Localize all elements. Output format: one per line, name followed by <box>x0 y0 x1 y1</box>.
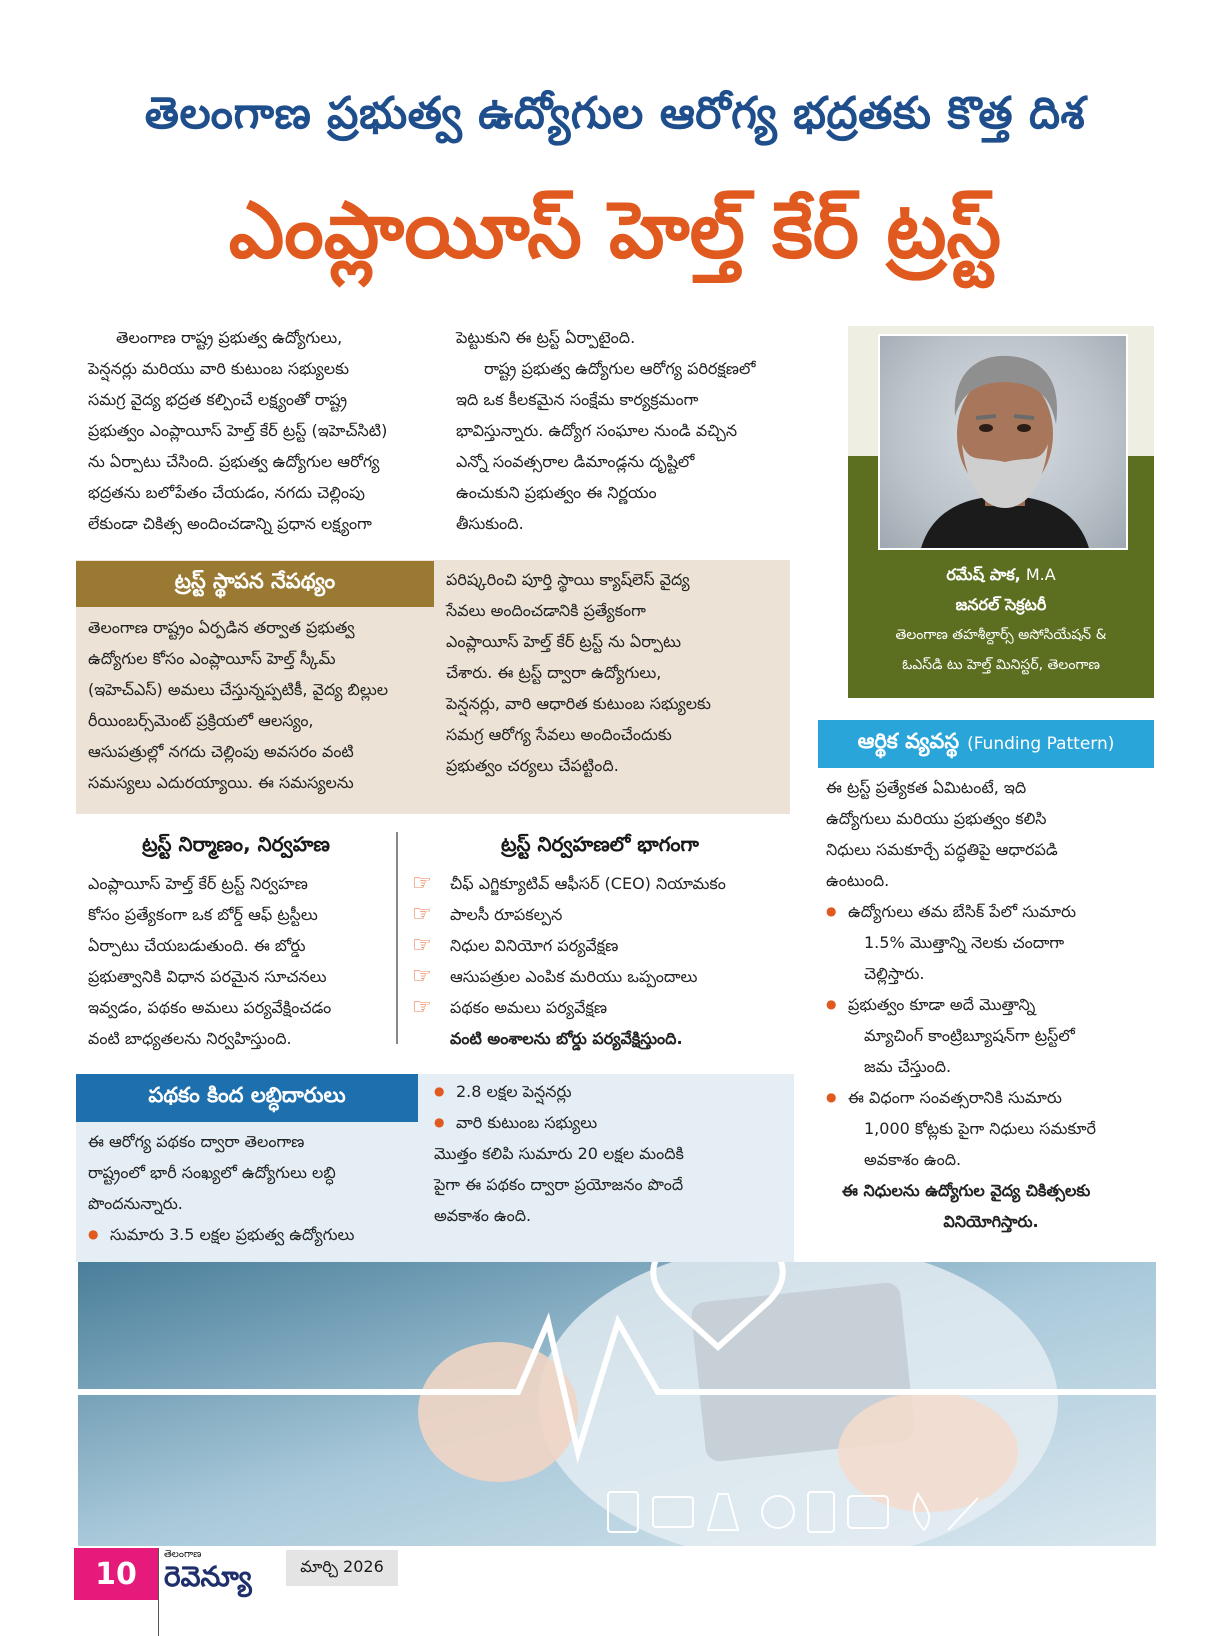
background-line: సమస్యలు ఎదురయ్యాయి. ఈ సమస్యలను <box>88 773 354 792</box>
intro-column-1 <box>88 322 426 539</box>
medical-illustration-art <box>78 1262 1156 1546</box>
intro-line: ఉంచుకుని ప్రభుత్వం ఈ నిర్ణయం <box>456 483 657 502</box>
background-line: ఎంప్లాయీస్ హెల్త్ కేర్ ట్రస్ట్ ను ఏర్పాటు <box>446 632 681 651</box>
funding-bullet-line: ● ఈ విధంగా సంవత్సరానికి సుమారు <box>848 1088 1062 1107</box>
pointing-hand-icon: ☞ <box>412 902 432 927</box>
portrait-illustration <box>880 336 1128 550</box>
funding-bullet <box>826 1082 1156 1175</box>
functions-item-text: పథకం అమలు పర్యవేక్షణ <box>450 998 608 1017</box>
funding-bullet-line: జమ చేస్తుంది. <box>864 1057 952 1076</box>
functions-heading: ట్రస్ట్ నిర్వహణలో భాగంగా <box>501 832 699 856</box>
functions-item <box>412 930 796 961</box>
funding-body <box>826 772 1156 1237</box>
beneficiaries-bullets-2 <box>434 1076 786 1138</box>
structure-body <box>88 868 388 1054</box>
intro-line: పెన్షనర్లు మరియు వారి కుటుంబ సభ్యులకు <box>88 359 350 378</box>
intro-line: సమగ్ర వైద్య భద్రత కల్పించే లక్ష్యంతో రాష్ట్ర <box>88 390 348 409</box>
beneficiaries-bullet: ● సుమారు 3.5 లక్షల ప్రభుత్వ ఉద్యోగులు <box>88 1219 418 1250</box>
beneficiaries-line: రాష్ట్రంలో భారీ సంఖ్యలో ఉద్యోగులు లబ్ధి <box>88 1163 336 1182</box>
funding-bullet-line: అవకాశం ఉంది. <box>864 1150 962 1169</box>
functions-item-text: ఆసుపత్రుల ఎంపిక మరియు ఒప్పందాలు <box>450 967 698 986</box>
functions-body <box>412 868 796 1054</box>
beneficiaries-closing-line: మొత్తం కలిపి సుమారు 20 లక్షల మందికి <box>434 1144 684 1163</box>
intro-line: రాష్ట్ర ప్రభుత్వ ఉద్యోగుల ఆరోగ్య పరిరక్షణలో <box>484 359 756 378</box>
background-section-heading: ట్రస్ట్ స్థాపన నేపథ్యం <box>76 561 434 607</box>
funding-bullet-line: మ్యాచింగ్ కాంట్రిబ్యూషన్‌గా ట్రస్ట్‌లో <box>864 1026 1075 1045</box>
background-line: సమగ్ర ఆరోగ్య సేవలు అందించేందుకు <box>446 725 672 744</box>
pointing-hand-icon: ☞ <box>412 964 432 989</box>
intro-line: తెలంగాణ రాష్ట్ర ప్రభుత్వ ఉద్యోగులు, <box>116 328 343 347</box>
background-line: పరిష్కరించి పూర్తి స్థాయి క్యాష్‌లెస్ వైద్య <box>446 570 690 589</box>
beneficiaries-line: పొందనున్నారు. <box>88 1194 183 1213</box>
background-line: (ఇహెచ్ఎస్) అమలు చేస్తున్నప్పటికీ, వైద్య బిల్లుల <box>88 680 389 699</box>
funding-bullet <box>826 989 1156 1082</box>
beneficiaries-heading: పథకం కింద లబ్ధిదారులు <box>76 1074 418 1122</box>
background-line: ప్రభుత్వం చర్యలు చేపట్టింది. <box>446 756 619 775</box>
profile-name: రమేష్ పాక, <box>946 565 1021 584</box>
beneficiaries-bullet: ● వారి కుటుంబ సభ్యులు <box>434 1107 786 1138</box>
column-divider <box>396 832 398 1044</box>
brand-subtitle: తెలంగాణ <box>164 1549 202 1560</box>
intro-column-2 <box>456 322 808 539</box>
funding-bullet-line: 1,000 కోట్లకు పైగా నిధులు సమకూరే <box>864 1119 1096 1138</box>
background-column-2 <box>446 564 786 781</box>
background-line: ఆసుపత్రుల్లో నగదు చెల్లింపు అవసరం వంటి <box>88 742 354 761</box>
background-line: రీయింబర్స్‌మెంట్ ప్రక్రియలో ఆలస్యం, <box>88 711 314 730</box>
funding-bullet-line: ● ప్రభుత్వం కూడా అదే మొత్తాన్ని <box>848 995 1036 1014</box>
background-line: తెలంగాణ రాష్ట్రం ఏర్పడిన తర్వాత ప్రభుత్వ <box>88 618 355 637</box>
profile-role: జనరల్ సెక్రటరీ <box>955 595 1047 614</box>
funding-heading-en: (Funding Pattern) <box>967 734 1115 754</box>
beneficiaries-bullets-1 <box>88 1219 418 1250</box>
headline-main: ఎంప్లాయీస్ హెల్త్ కేర్ ట్రస్ట్ <box>228 186 1002 276</box>
footer-divider <box>158 1548 159 1636</box>
funding-closing-line: ఈ నిధులను ఉద్యోగుల వైద్య చికిత్సలకు <box>842 1181 1091 1200</box>
brand-title: రెవెన్యూ <box>164 1560 252 1593</box>
funding-closing-line: వినియోగిస్తారు. <box>943 1212 1039 1231</box>
intro-line: భద్రతను బలోపేతం చేయడం, నగదు చెల్లింపు <box>88 483 365 502</box>
intro-line: ఇది ఒక కీలకమైన సంక్షేమ కార్యక్రమంగా <box>456 390 699 409</box>
functions-item-text: నిధుల వినియోగ పర్యవేక్షణ <box>450 936 619 955</box>
structure-line: ప్రభుత్వానికి విధాన పరమైన సూచనలు <box>88 967 327 986</box>
funding-intro-line: ఈ ట్రస్ట్ ప్రత్యేకత ఏమిటంటే, ఇది <box>826 778 1027 797</box>
profile-caption <box>848 560 1154 680</box>
background-column-1 <box>88 612 428 798</box>
funding-bullets <box>826 896 1156 1175</box>
beneficiaries-column-1 <box>88 1126 418 1250</box>
functions-item-text: చీఫ్ ఎగ్జిక్యూటివ్ ఆఫీసర్ (CEO) నియామకం <box>450 874 726 893</box>
structure-line: ఏర్పాటు చేయబడుతుంది. ఈ బోర్డు <box>88 936 306 955</box>
page-number: 10 <box>74 1548 158 1600</box>
functions-list <box>412 868 796 1023</box>
funding-heading <box>818 720 1154 768</box>
beneficiaries-closing-line: అవకాశం ఉంది. <box>434 1206 532 1225</box>
issue-date: మార్చి 2026 <box>286 1550 398 1586</box>
funding-bullet-line: ● ఉద్యోగులు తమ బేసిక్ పేలో సుమారు <box>848 902 1077 921</box>
funding-bullet-line: 1.5% మొత్తాన్ని నెలకు చందాగా <box>864 933 1065 952</box>
funding-bullet-line: చెల్లిస్తారు. <box>864 964 925 983</box>
intro-line: తీసుకుంది. <box>456 514 524 533</box>
funding-heading-te: ఆర్థిక వ్యవస్థ <box>857 729 960 753</box>
portrait-photo <box>878 334 1128 550</box>
functions-item-text: పాలసీ రూపకల్పన <box>450 905 563 924</box>
intro-line: లేకుండా చికిత్స అందించడాన్ని ప్రధాన లక్ష్యంగా <box>88 514 372 533</box>
intro-line: భావిస్తున్నారు. ఉద్యోగ సంఘాల నుండి వచ్చిన <box>456 421 738 440</box>
functions-item <box>412 868 796 899</box>
medical-illustration <box>78 1262 1156 1546</box>
funding-bullet <box>826 896 1156 989</box>
intro-line: ఎన్నో సంవత్సరాల డిమాండ్లను దృష్టిలో <box>456 452 695 471</box>
funding-intro-line: నిధులు సమకూర్చే పద్ధతిపై ఆధారపడి <box>826 840 1058 859</box>
background-line: ఉద్యోగుల కోసం ఎంప్లాయీస్ హెల్త్ స్కీమ్ <box>88 649 336 668</box>
background-line: చేశారు. ఈ ట్రస్ట్ ద్వారా ఉద్యోగులు, <box>446 663 662 682</box>
funding-intro-line: ఉంటుంది. <box>826 871 890 890</box>
background-line: సేవలు అందించడానికి ప్రత్యేకంగా <box>446 601 646 620</box>
beneficiaries-line: ఈ ఆరోగ్య పథకం ద్వారా తెలంగాణ <box>88 1132 305 1151</box>
funding-intro-line: ఉద్యోగులు మరియు ప్రభుత్వం కలిసి <box>826 809 1047 828</box>
structure-line: వంటి బాధ్యతలను నిర్వహిస్తుంది. <box>88 1029 292 1048</box>
profile-org-line2: ఓఎస్‌డి టు హెల్త్ మినిస్టర్, తెలంగాణ <box>902 657 1100 673</box>
structure-line: ఇవ్వడం, పథకం అమలు పర్యవేక్షించడం <box>88 998 332 1017</box>
structure-heading: ట్రస్ట్ నిర్మాణం, నిర్వహణ <box>142 832 330 856</box>
beneficiaries-bullet: ● 2.8 లక్షల పెన్షనర్లు <box>434 1076 786 1107</box>
headline-subtitle: తెలంగాణ ప్రభుత్వ ఉద్యోగుల ఆరోగ్య భద్రతకు కొత్త దిశ <box>144 88 1086 139</box>
functions-item <box>412 899 796 930</box>
profile-org-line1: తెలంగాణ తహశీల్దార్స్ అసోసియేషన్ & <box>895 627 1107 643</box>
structure-line: ఎంప్లాయీస్ హెల్త్ కేర్ ట్రస్ట్ నిర్వహణ <box>88 874 308 893</box>
pointing-hand-icon: ☞ <box>412 933 432 958</box>
pointing-hand-icon: ☞ <box>412 871 432 896</box>
intro-line: పెట్టుకుని ఈ ట్రస్ట్ ఏర్పాటైంది. <box>456 328 636 347</box>
structure-line: కోసం ప్రత్యేకంగా ఒక బోర్డ్ ఆఫ్ ట్రస్టీలు <box>88 905 318 924</box>
background-line: పెన్షనర్లు, వారి ఆధారిత కుటుంబ సభ్యులకు <box>446 694 711 713</box>
intro-line: ప్రభుత్వం ఎంప్లాయీస్ హెల్త్ కేర్ ట్రస్ట్ (ఇహెచ్‌సిటి) <box>88 421 388 440</box>
beneficiaries-column-2 <box>434 1076 786 1231</box>
functions-closing: వంటి అంశాలను బోర్డు పర్యవేక్షిస్తుంది. <box>450 1029 683 1048</box>
intro-line: ను ఏర్పాటు చేసింది. ప్రభుత్వ ఉద్యోగుల ఆరోగ్య <box>88 452 380 471</box>
functions-item <box>412 961 796 992</box>
pointing-hand-icon: ☞ <box>412 995 432 1020</box>
beneficiaries-closing-line: పైగా ఈ పథకం ద్వారా ప్రయోజనం పొందే <box>434 1175 684 1194</box>
profile-degree: M.A <box>1025 565 1056 584</box>
functions-item <box>412 992 796 1023</box>
